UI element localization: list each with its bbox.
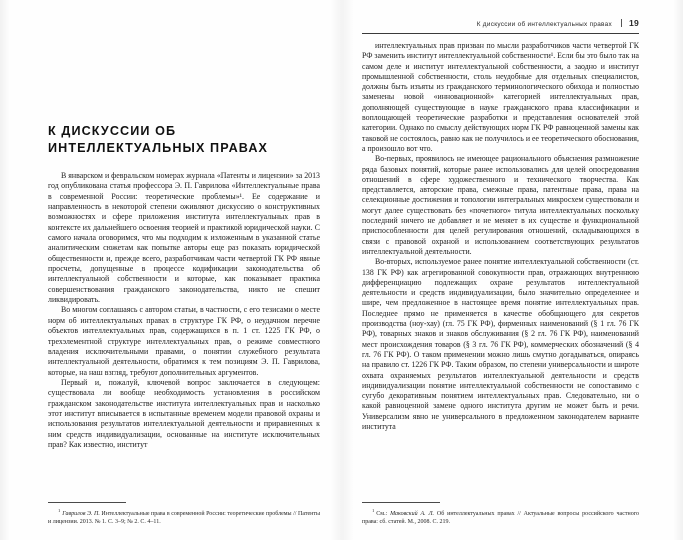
right-page-body [362, 41, 639, 432]
footnote-prefix: См.: [376, 511, 391, 517]
footnote-separator-rule [362, 502, 440, 503]
paragraph: Во-первых, проявилось не имеющее рационального объяснения размножение ряда базовых понятий, которые ранее использовались для целей опосредования отношений в сфере художественного и технического творчества. Как представляется, авторские права, смежные права, патентные права, права на селекционные достижения и топологии интегральных микросхем существовали и могут далее существовать без «почетного» титула интеллектуальных поскольку последний ничего не добавляет и не меняет в их существе и функциональной приспособленности для целей регулирования отношений, складывающихся в связи с правовой охраной и использованием соответствующих результатов интеллектуальной деятельности. [362, 154, 639, 256]
footnote-text: Об интеллектуальных правах // Актуальные вопросы российского частного права: сб. статей. М., 2008. С. 219. [362, 511, 640, 525]
paragraph: интеллектуальных прав призван по мысли разработчиков части четвертой ГК РФ заменить институт интеллектуальной собственности¹. Если бы это было так на самом деле и институт интеллектуальной собственности, а заодно и институт промышленной собственности, столь неудобные для отдельных специалистов, должны быть изъяты из гражданского терминологического обихода и полностью заменены новой «инновационной» категорией интеллектуальных прав, дополняющей существующие в науке гражданского права классификации и воплощающей теоретические разработки и представления основателей этой категории. Однако по смыслу действующих норм ГК РФ равноценной замены как таковой не состоялось, равно как не получилось и ее теоретического обоснования, а произошло вот что. [362, 41, 639, 153]
paragraph: Во-вторых, используемое ранее понятие интеллектуальной собственности (ст. 138 ГК РФ) как агрегированной совокупности прав, отражающих внутреннюю дифференциацию подлежащих охране результатов интеллектуальной деятельности и средств индивидуализации, было значительно определеннее и шире, чем предложенное в настоящее время понятие интеллектуальных прав. Последнее прямо не применяется в качестве обобщающего для секретов производства (ноу-хау) (гл. 75 ГК РФ), фирменных наименований (§ 1 гл. 76 ГК РФ), товарных знаков и знаков обслуживания (§ 2 гл. 76 ГК РФ), наименований мест происхождения товаров (§ 3 гл. 76 ГК РФ), коммерческих обозначений (§ 4 гл. 76 ГК РФ). О таком применении можно лишь смутно догадываться, опираясь на правило ст. 1226 ГК РФ. Таким образом, по степени универсальности и широте охвата охраняемых результатов интеллектуальной деятельности и средств индивидуализации понятие интеллектуальной собственности не сопоставимо с сугубо декоративным понятием интеллектуальных прав. Следовательно, ни о какой равноценной замене одного института другим не может быть и речи. Универсализм явно не универсального в предложенном законодателем варианте института [362, 257, 639, 431]
left-page-body [48, 171, 320, 450]
left-page-edge-shadow [0, 0, 10, 540]
footnote [48, 507, 320, 526]
paragraph: Первый и, пожалуй, ключевой вопрос заключается в следующем: существовала ли вообще необходимость установления в российском гражданском законодательстве института интеллектуальных прав и насколько этот институт вписывается в испытанные временем модели правовой охраны и использования результатов интеллектуальной деятельности и приравненных к ним средств индивидуализации, основанные на институте исключительных прав? Как известно, институт [48, 377, 320, 449]
right-page-footnotes [362, 502, 639, 526]
running-head-divider [621, 19, 622, 27]
footnote-author: Гаврилов Э. П. [62, 511, 100, 517]
page-title: К ДИСКУССИИ ОБ ИНТЕЛЛЕКТУАЛЬНЫХ ПРАВАХ [48, 124, 269, 155]
header-rule [362, 33, 639, 34]
footnote-author: Маковский А. Л. [390, 511, 435, 517]
page-number: 19 [629, 18, 639, 28]
paragraph: В январском и февральском номерах журнала «Патенты и лицензии» за 2013 год опубликована статья профессора Э. П. Гаврилова «Интеллектуальные права в современной России: теоретические проблемы»¹. Ее содержание и направленность в некоторой степени оживляют дискуссию о конструктивных возможностях и сфере приложения института интеллектуальных прав в контексте их дальнейшего освоения теорией и практикой юридической науки. С самого начала оговоримся, что мы подходим к изложенным в указанной статье аналитическим сюжетам как попытке авторы еще раз показать юридической общественности и, прежде всего, разработчикам части четвертой ГК РФ явные просчеты, допущенные в процессе кодификации законодательства об интеллектуальной собственности и которые, как показывает практика совершенствования гражданского законодательства, никто не спешит ликвидировать. [48, 171, 320, 305]
left-page-footnotes [48, 502, 320, 526]
footnote-marker: 1 [372, 508, 375, 513]
running-head-title: К дискуссии об интеллектуальных правах [476, 21, 613, 28]
footnote-separator-rule [48, 502, 126, 503]
right-page [342, 0, 683, 540]
running-head [362, 18, 639, 30]
footnote [362, 507, 639, 526]
paragraph: Во многом соглашаясь с автором статьи, в частности, с его тезисами о месте норм об интеллектуальных правах в структуре ГК РФ, о неудачном перечне объектов интеллектуальных прав, содержащихся в п. 1 ст. 1225 ГК РФ, о трехэлементной структуре интеллектуальных прав, о режиме совместного владения исключительными правами, о понятии служебного результата интеллектуальной деятельности, обратимся к тем позициям Э. П. Гаврилова, которые, на наш взгляд, требуют дополнительных аргументов. [48, 305, 320, 377]
right-page-edge-shadow [673, 0, 683, 540]
footnote-text: Интеллектуальные права в современной России: теоретические проблемы // Патенты и лицензии. 2013. № 1. С. 3–9; № 2. С. 4–11. [48, 511, 320, 525]
footnote-marker: 1 [58, 508, 61, 513]
